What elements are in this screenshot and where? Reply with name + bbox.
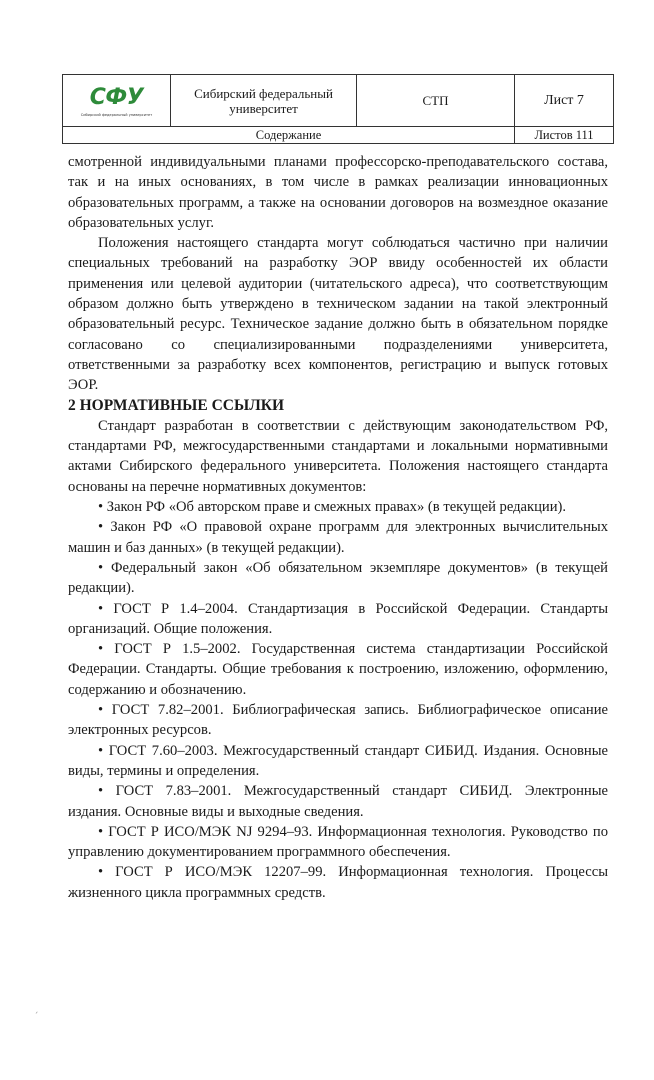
- scan-mark: ´: [34, 1012, 39, 1022]
- header-top-row: [63, 75, 613, 126]
- document-header: [62, 74, 614, 144]
- sheet-number: Лист 7: [544, 92, 584, 108]
- section-title: Содержание: [63, 127, 515, 144]
- section-heading: 2 НОРМАТИВНЫЕ ССЫЛКИ: [68, 396, 285, 414]
- document-code: СТП: [357, 75, 515, 126]
- paragraph: Положения настоящего стандарта могут соблюдаться частично при наличии специальных требований на разработку ЭОР ввиду особенностей их области применения или целевой аудитории (читательского адреса), что соответствующим образом должно быть утверждено в техническом задании на такой электронный образовательный ресурс. Техническое задание должно быть в обязательном порядке согласовано со специализированными подразделениями университета, ответственными за разработку всех компонентов, регистрацию и выпуск готовых ЭОР.: [68, 235, 608, 394]
- logo-subtitle: Сибирский федеральный университет: [80, 112, 153, 117]
- logo-mark: СФУ: [89, 84, 144, 110]
- reference-item: • ГОСТ 7.60–2003. Межгосударственный стандарт СИБИД. Издания. Основные виды, термины и определения.: [68, 742, 608, 779]
- university-logo: [63, 75, 171, 126]
- header-bottom-row: [63, 126, 613, 144]
- page-body: [68, 152, 608, 903]
- reference-item: • ГОСТ 7.82–2001. Библиографическая запись. Библиографическое описание электронных ресурсов.: [68, 702, 608, 739]
- reference-item: • ГОСТ Р ИСО/МЭК NJ 9294–93. Информационная технология. Руководство по управлению документированием программного обеспечения.: [68, 823, 608, 861]
- reference-item: • ГОСТ Р ИСО/МЭК 12207–99. Информационная технология. Процессы жизненного цикла программных средств.: [68, 864, 608, 901]
- university-name: Сибирский федеральный университет: [171, 75, 357, 126]
- reference-item: • ГОСТ Р 1.4–2004. Стандартизация в Российской Федерации. Стандарты организаций. Общие положения.: [68, 600, 608, 637]
- reference-item: • ГОСТ Р 1.5–2002. Государственная система стандартизации Российской Федерации. Стандарты. Общие требования к построению, изложению, оформлению, содержанию и обозначению.: [68, 641, 608, 698]
- reference-item: • Закон РФ «Об авторском праве и смежных правах» (в текущей редакции).: [98, 499, 567, 516]
- reference-item: • Федеральный закон «Об обязательном экземпляре документов» (в текущей редакции).: [68, 559, 608, 597]
- reference-item: • ГОСТ 7.83–2001. Межгосударственный стандарт СИБИД. Электронные издания. Основные виды и выходные сведения.: [68, 783, 608, 820]
- sheets-total: Листов 111: [534, 128, 594, 142]
- continued-paragraph: смотренной индивидуальными планами профессорско-преподавательского состава, так и на иных основаниях, в том числе в рамках реализации инновационных образовательных программ, а также на основании договоров на возмездное оказание образовательных услуг.: [68, 154, 608, 231]
- intro-paragraph: Стандарт разработан в соответствии с действующим законодательством РФ, стандартами РФ, межгосударственными стандартами и локальными нормативными актами Сибирского федерального университета. Положения настоящего стандарта основаны на перечне нормативных документов:: [68, 417, 608, 495]
- reference-item: • Закон РФ «О правовой охране программ для электронных вычислительных машин и баз данных» (в текущей редакции).: [68, 519, 608, 556]
